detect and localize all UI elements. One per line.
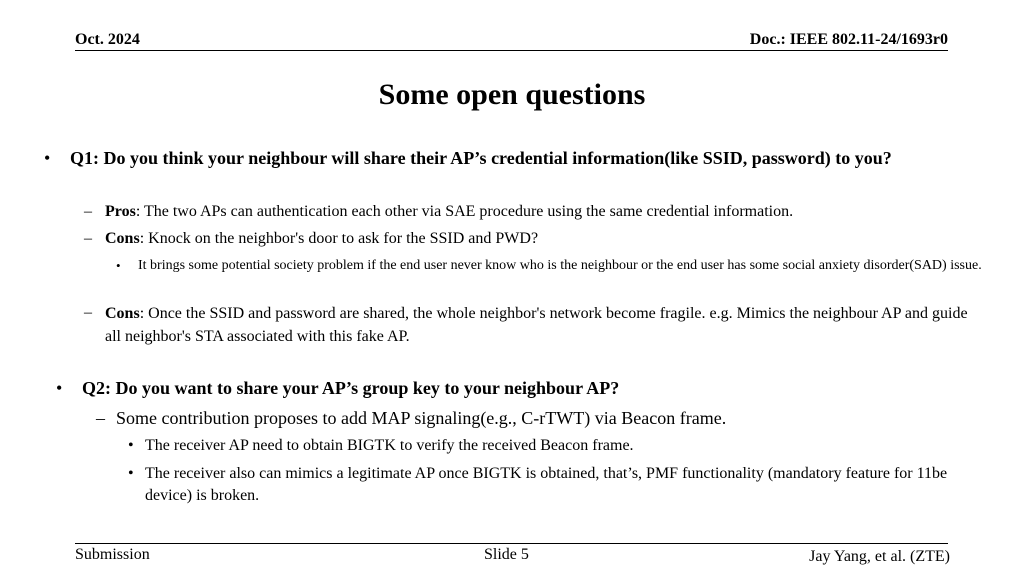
footer-author: Jay Yang, et al. (ZTE) <box>809 548 950 565</box>
footer-submission: Submission <box>75 546 150 563</box>
q2-item: Some contribution proposes to add MAP signaling(e.g., C-rTWT) via Beacon frame. <box>116 408 727 428</box>
q2-question: Q2: Do you want to share your AP’s group key to your neighbour AP? <box>82 378 620 398</box>
q1-cons1-item <box>105 228 1005 250</box>
q1-cons2-item <box>105 302 985 348</box>
pros-text: : The two APs can authentication each other via SAE procedure using the same credential information. <box>135 203 794 220</box>
q2-sub2: The receiver also can mimics a legitimate AP once BIGTK is obtained, that’s, PMF functionality (mandatory feature for 11be device) is broken. <box>145 465 948 504</box>
q2-sub2-bullet: • <box>128 465 134 482</box>
q2-dash: – <box>96 408 105 428</box>
q2-bullet: • <box>56 378 63 398</box>
cons1-label: Cons <box>105 230 140 247</box>
cons1-text: : Knock on the neighbor's door to ask for the SSID and PWD? <box>139 230 539 247</box>
header-divider <box>75 50 948 51</box>
footer-divider <box>75 543 948 544</box>
cons2-text: : Once the SSID and password are shared, the whole neighbor's network become fragile. e.g. Mimics the neighbour AP and guide all neighbor's STA associated with this fake AP. <box>105 305 968 345</box>
header-date: Oct. 2024 <box>75 31 140 48</box>
q1-question: Q1: Do you think your neighbour will share their AP’s credential information(like SSID, password) to you? <box>70 148 892 168</box>
q1-cons2-dash: – <box>84 304 92 321</box>
q1-cons1-dash: – <box>84 230 92 247</box>
q1-pros-item <box>105 201 1005 223</box>
cons2-label: Cons <box>105 305 140 322</box>
q2-sub1-bullet: • <box>128 437 134 454</box>
q1-sub-item: It brings some potential society problem if the end user never know who is the neighbour or the end user has some social anxiety disorder(SAD) issue. <box>138 258 982 273</box>
q1-pros-dash: – <box>84 203 92 220</box>
q1-bullet: • <box>44 148 51 168</box>
footer-slide-number: Slide 5 <box>484 546 529 563</box>
header-doc-id: Doc.: IEEE 802.11-24/1693r0 <box>749 31 948 48</box>
slide-title: Some open questions <box>378 78 646 111</box>
pros-label: Pros <box>105 203 136 220</box>
q2-sub1: The receiver AP need to obtain BIGTK to verify the received Beacon frame. <box>145 437 634 454</box>
q1-sub-bullet: • <box>116 258 121 273</box>
